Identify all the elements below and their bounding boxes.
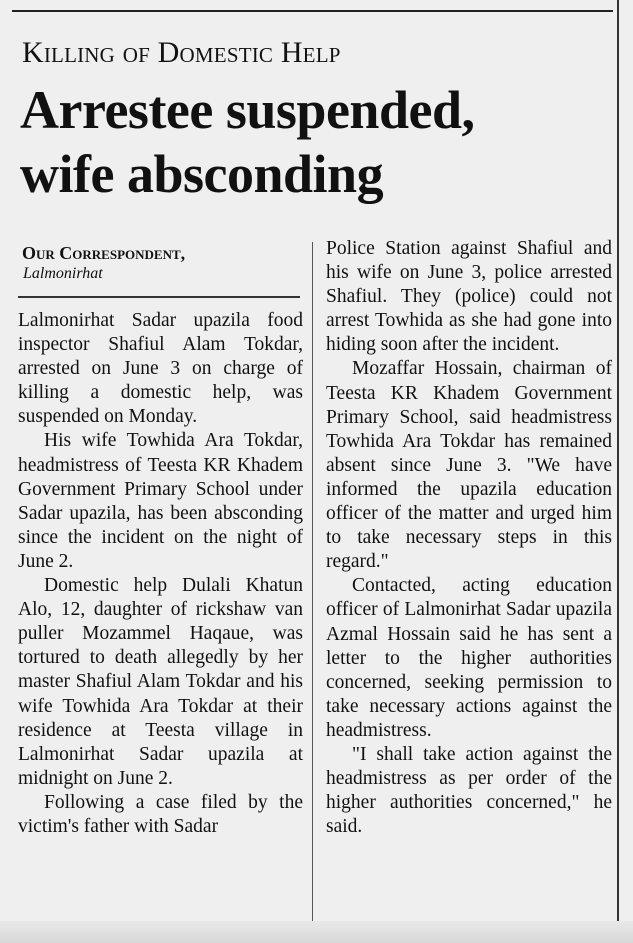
- top-border-rule: [12, 10, 613, 12]
- paragraph-left-4: Following a case filed by the victim's father with Sadar: [18, 791, 303, 837]
- page-bottom-edge: [0, 921, 633, 943]
- paragraph-left-1: Lalmonirhat Sadar upazila food inspector Shafiul Alam Tokdar, arrested on June 3 on charge of killing a domestic help, was suspended on Monday.: [18, 310, 303, 428]
- article-headline: [20, 78, 620, 206]
- paragraph-left-3: Domestic help Dulali Khatun Alo, 12, daughter of rickshaw van puller Mozammel Haqaue, was tortured to death allegedly by her master Shafiul Alam Tokdar and his wife Towhida Ara Tokdar at their residence at Teesta village in Lalmonirhat Sadar upazila at midnight on June 2.: [18, 575, 303, 789]
- headline-line-1: Arrestee suspended,: [20, 80, 475, 140]
- byline-name: Our Correspondent,: [22, 243, 186, 263]
- column-divider: [312, 242, 313, 922]
- paragraph-right-2: Mozaffar Hossain, chairman of Teesta KR Khadem Government Primary School, said headmistress Towhida Ara Tokdar has remained absent since June 3. "We have informed the upazila education officer of the matter and urged him to take necessary steps in this regard.": [326, 358, 612, 573]
- byline-place: Lalmonirhat: [23, 265, 103, 282]
- byline: [22, 242, 302, 284]
- byline-rule: [18, 296, 300, 298]
- article-kicker: Killing of Domestic Help: [22, 36, 341, 69]
- left-column: [18, 309, 303, 839]
- right-column: [326, 237, 612, 839]
- paragraph-right-1: Police Station against Shafiul and his wife on June 3, police arrested Shafiul. They (police) could not arrest Towhida as she had gone into hiding soon after the incident.: [326, 238, 612, 356]
- paragraph-left-2: His wife Towhida Ara Tokdar, headmistress of Teesta KR Khadem Government Primary School under Sadar upazila, has been absconding since the incident on the night of June 2.: [18, 430, 303, 572]
- paragraph-right-4: "I shall take action against the headmistress as per order of the higher authorities concerned," he said.: [326, 743, 612, 838]
- paragraph-right-3: Contacted, acting education officer of Lalmonirhat Sadar upazila Azmal Hossain said he has sent a letter to the higher authorities concerned, seeking permission to take necessary actions against the headmistress.: [326, 575, 612, 741]
- headline-line-2: wife absconding: [20, 144, 384, 204]
